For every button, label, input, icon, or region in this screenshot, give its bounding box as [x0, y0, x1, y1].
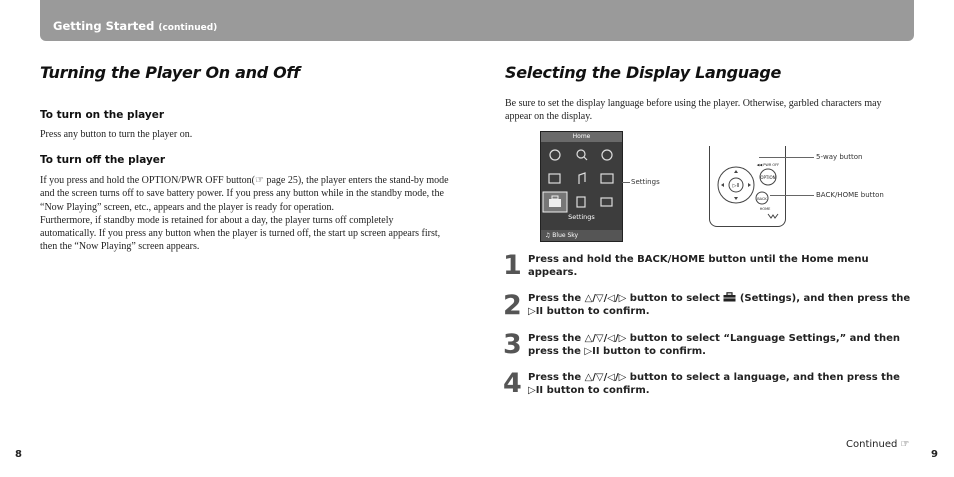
five-way-callout-line	[759, 157, 814, 158]
step-4-text: Press the △/▽/◁/▷ button to select a language, and then press the ▷II button to confirm.	[528, 372, 900, 396]
down-arrow-icon	[734, 197, 738, 200]
photo-icon	[549, 174, 560, 183]
step-2-text	[528, 292, 913, 318]
subheading-turn-off: To turn off the player	[40, 154, 166, 166]
section-title-main: Getting Started	[53, 19, 155, 33]
search-icon	[577, 150, 585, 158]
continued-label: Continued ☞	[846, 439, 910, 450]
screen-now-playing: ♫ Blue Sky	[541, 230, 622, 241]
left-heading: Turning the Player On and Off	[40, 63, 300, 82]
right-page-number: 9	[931, 449, 938, 460]
music-library-icon	[550, 150, 560, 160]
paragraph-turn-off-1: If you press and hold the OPTION/PWR OFF button(☞ page 25), the player enters the stand-by mode and the screen turns off to save battery power. If you press any button while in the standby mode, the “Now Playing” screen, etc., appears and the player is ready for operation.	[40, 175, 449, 213]
settings-callout-line	[622, 182, 630, 183]
step-2-number: 2	[503, 290, 522, 321]
clock-icon	[602, 150, 612, 160]
section-title	[53, 19, 217, 33]
intro-paragraph: Be sure to set the display language before using the player. Otherwise, garbled characters may appear on the display.	[505, 98, 882, 123]
back-home-callout-line	[770, 195, 814, 196]
paragraph-turn-on: Press any button to turn the player on.	[40, 129, 193, 140]
svg-text:HOME: HOME	[759, 207, 771, 211]
svg-text:◀◀ PWR OFF: ◀◀ PWR OFF	[756, 163, 780, 167]
settings-icon	[549, 199, 561, 207]
tv-icon	[601, 198, 612, 206]
right-arrow-icon	[748, 183, 751, 187]
section-title-sub: (continued)	[158, 23, 218, 33]
five-way-callout: 5-way button	[816, 153, 863, 161]
up-arrow-icon	[734, 170, 738, 173]
svg-text:▷II: ▷II	[732, 183, 740, 189]
svg-text:BACK: BACK	[757, 197, 767, 201]
back-home-callout: BACK/HOME button	[816, 191, 884, 199]
note-icon	[579, 173, 585, 184]
subheading-turn-on: To turn on the player	[40, 109, 165, 121]
step-2-text-b: (Settings), and then press the ▷II button to confirm.	[528, 293, 911, 317]
screen-selected-label: Settings	[568, 213, 595, 221]
step-1-text: Press and hold the BACK/HOME button until the Home menu appears.	[528, 254, 869, 278]
settings-icon	[723, 292, 736, 302]
step-4-number: 4	[503, 368, 522, 399]
step-2-text-a: Press the △/▽/◁/▷ button to select	[528, 293, 724, 304]
home-screen-illustration	[540, 131, 623, 242]
paragraph-turn-off	[40, 174, 452, 254]
screen-title: Home	[541, 132, 622, 142]
settings-callout: Settings	[631, 178, 660, 186]
left-arrow-icon	[721, 183, 724, 187]
device-illustration	[709, 146, 786, 227]
device-buttons	[710, 146, 785, 226]
svg-text:OPTION: OPTION	[760, 175, 776, 180]
step-3-number: 3	[503, 329, 522, 360]
video-icon	[601, 174, 613, 183]
section-header-bar	[40, 0, 914, 41]
step-3-text: Press the △/▽/◁/▷ button to select “Language Settings,” and then press the ▷II button to confirm.	[528, 333, 900, 357]
left-page-number: 8	[15, 449, 22, 460]
walkman-logo-icon	[768, 214, 778, 218]
doc-icon	[577, 197, 585, 207]
step-1-number: 1	[503, 250, 522, 281]
right-heading: Selecting the Display Language	[505, 63, 782, 82]
paragraph-turn-off-2: Furthermore, if standby mode is retained for about a day, the player turns off completely automatically. If you press any button when the player is turned off, the start up screen appears first, then the “Now Playing” screen appears.	[40, 214, 441, 253]
